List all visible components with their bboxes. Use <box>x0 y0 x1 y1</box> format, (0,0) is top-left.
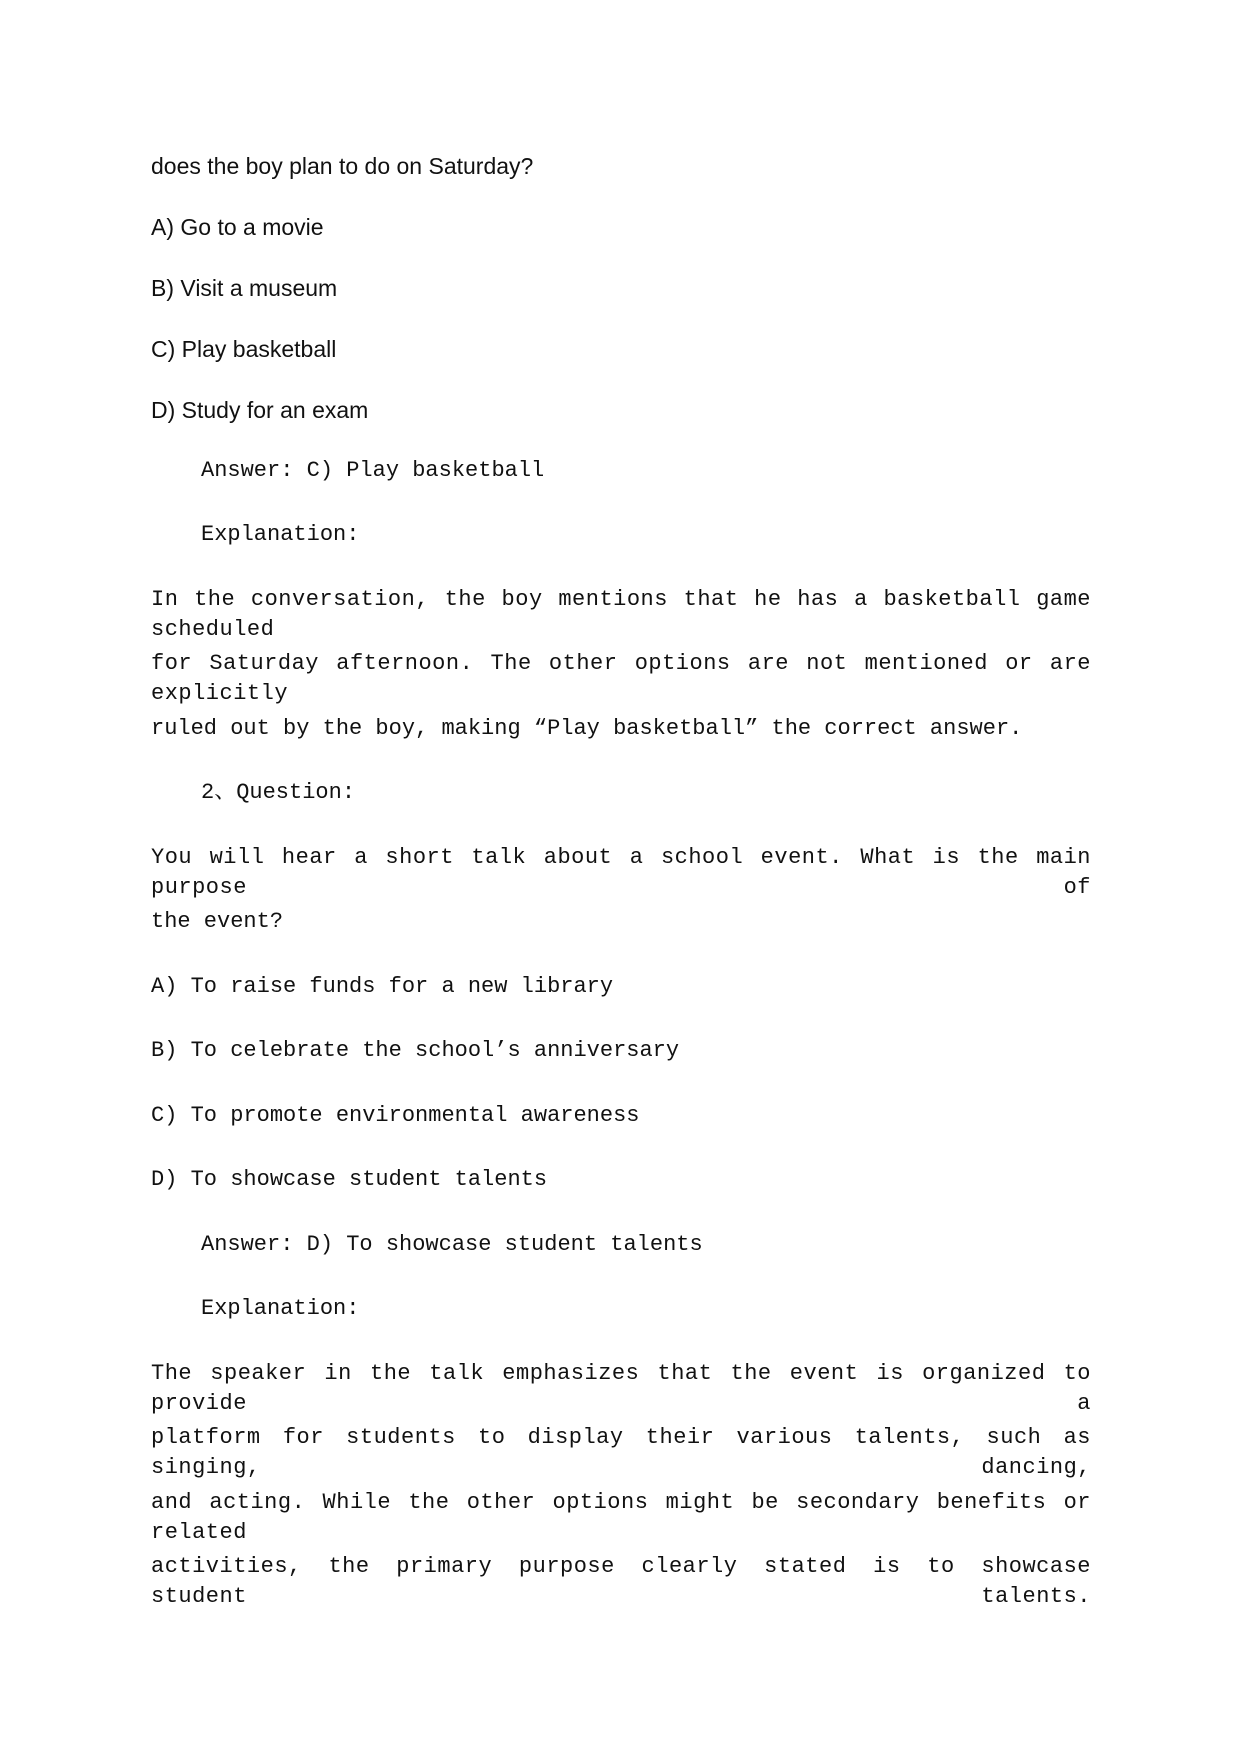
q1-answer: Answer: C) Play basketball <box>201 458 545 483</box>
q1-explanation-line: In the conversation, the boy mentions that he has a basketball game scheduled <box>151 587 1091 642</box>
q2-explanation-line: The speaker in the talk emphasizes that the event is organized to provide a <box>151 1361 1091 1416</box>
q2-question-line: the event? <box>151 909 284 934</box>
q1-option-a: A) Go to a movie <box>151 214 324 240</box>
q2-explanation-label: Explanation: <box>201 1296 360 1321</box>
q2-option-c: C) To promote environmental awareness <box>151 1103 640 1128</box>
q1-explanation-line: for Saturday afternoon. The other options are not mentioned or are explicitly <box>151 651 1091 706</box>
q1-option-b: B) Visit a museum <box>151 275 338 301</box>
q2-question-line: You will hear a short talk about a school event. What is the main purpose of <box>151 845 1091 900</box>
q1-explanation-line: ruled out by the boy, making “Play basketball” the correct answer. <box>151 716 1023 741</box>
q2-option-b: B) To celebrate the school’s anniversary <box>151 1038 680 1063</box>
q2-explanation-line: platform for students to display their various talents, such as singing, dancing, <box>151 1425 1091 1480</box>
q1-option-c: C) Play basketball <box>151 336 337 362</box>
q2-explanation-line: and acting. While the other options might be secondary benefits or related <box>151 1490 1091 1545</box>
q1-explanation-label: Explanation: <box>201 522 360 547</box>
q2-explanation-line: activities, the primary purpose clearly stated is to showcase student talents. <box>151 1554 1091 1609</box>
q1-option-d: D) Study for an exam <box>151 397 369 423</box>
q2-option-d: D) To showcase student talents <box>151 1167 548 1192</box>
question-1-text: does the boy plan to do on Saturday? <box>151 153 534 179</box>
q2-option-a: A) To raise funds for a new library <box>151 974 614 999</box>
q2-heading: 2、Question: <box>201 780 356 805</box>
q2-answer: Answer: D) To showcase student talents <box>201 1232 703 1257</box>
